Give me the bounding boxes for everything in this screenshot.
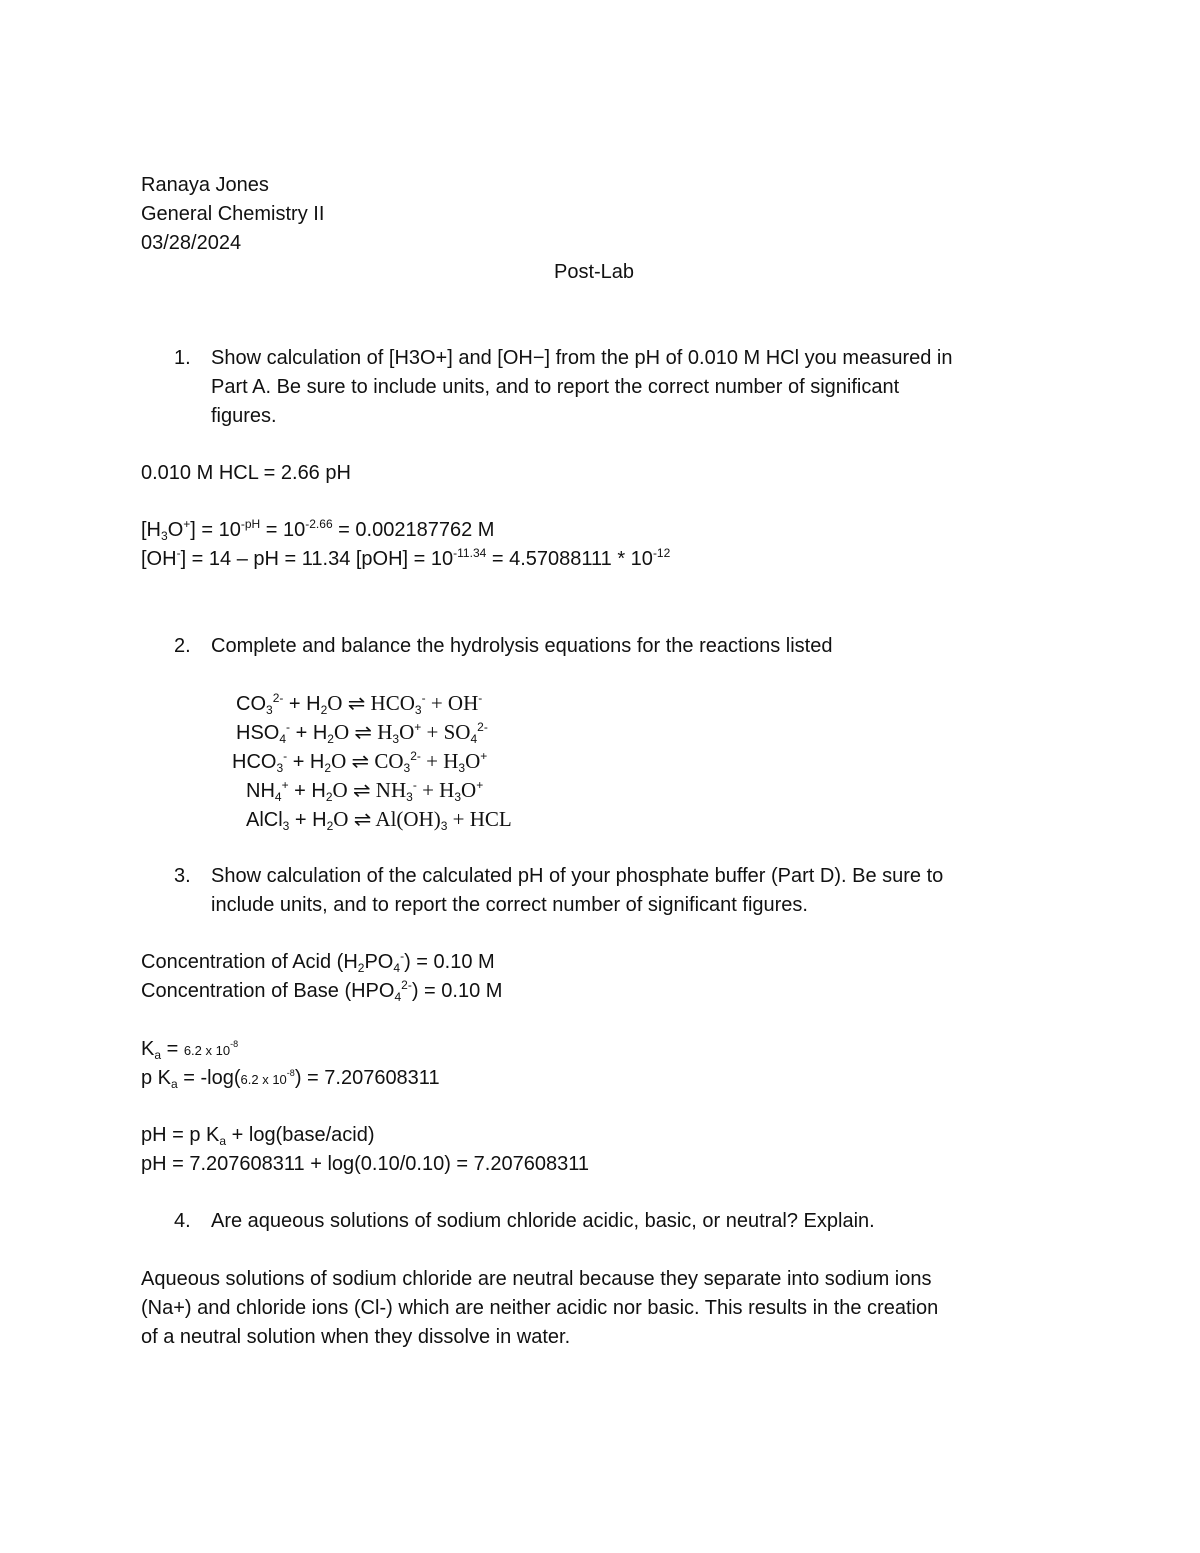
course-name: General Chemistry II [141,203,325,225]
text: + log(base/acid) [226,1124,375,1146]
text: + H [289,809,327,831]
subscript: 3 [282,819,290,833]
text: + H [288,780,326,802]
equation [246,778,483,805]
q1-number: 1. [174,347,191,369]
subscript: 3 [392,732,400,746]
superscript: + [414,720,422,734]
superscript: -pH [240,517,261,531]
text: [H [141,519,161,541]
superscript: -8 [230,1039,239,1049]
subscript: 4 [470,732,478,746]
equation [236,691,482,718]
superscript: - [421,691,426,705]
text: + H [287,751,325,773]
subscript: 2 [326,819,334,833]
text: NH [246,780,275,802]
text: ) = 0.10 M [404,951,495,973]
text: = -log( [177,1067,241,1089]
subscript: 3 [414,703,422,717]
superscript: - [400,949,405,963]
equation [236,720,488,747]
subscript: 3 [276,761,284,775]
q4-answer-line: (Na+) and chloride ions (Cl-) which are neither acidic nor basic. This results in the creation [141,1297,939,1319]
text: AlCl [246,809,283,831]
text: O [167,519,184,541]
q4-answer-line: of a neutral solution when they dissolve in water. [141,1326,571,1348]
ph-result: pH = 7.207608311 + log(0.10/0.10) = 7.207608311 [141,1153,589,1175]
text: + H [290,722,328,744]
text: ] = 14 – pH = 11.34 [pOH] = 10 [180,548,454,570]
text: = 0.002187762 M [332,519,495,541]
text: O ⇌ Al(OH) [333,807,441,831]
acid-concentration [141,950,495,976]
subscript: 2 [357,961,365,975]
q1-text-line: Show calculation of [H3O+] and [OH−] from the pH of 0.010 M HCl you measured in [211,347,953,369]
text: ) = 0.10 M [411,980,503,1002]
text: O [465,749,481,773]
text: K [141,1038,155,1060]
subscript: 2 [324,761,332,775]
superscript: -8 [286,1068,295,1078]
text: HSO [236,722,280,744]
text: O [399,720,415,744]
subscript: 3 [403,761,411,775]
q4-answer-line: Aqueous solutions of sodium chloride are neutral because they separate into sodium ions [141,1268,932,1290]
q1-text-line: Part A. Be sure to include units, and to report the correct number of significant [211,376,900,398]
subscript: 3 [458,761,466,775]
superscript: - [286,720,291,734]
subscript: 4 [394,990,402,1004]
q1-answer-line: 0.010 M HCL = 2.66 pH [141,462,351,484]
equation [232,749,487,776]
text: Concentration of Acid (H [141,951,358,973]
text: + H [420,749,459,773]
equation [246,807,512,834]
text: PO [364,951,394,973]
subscript: 3 [266,703,273,717]
superscript: -2.66 [305,517,333,531]
text: 6.2 x 10 [240,1072,287,1087]
q4-number: 4. [174,1210,191,1232]
subscript: 2 [327,732,334,746]
subscript: 4 [274,790,282,804]
text: ] = 10 [190,519,241,541]
subscript: 3 [161,529,168,543]
text: + OH [425,691,479,715]
superscript: + [476,778,484,792]
date: 03/28/2024 [141,232,242,254]
text: ) = 7.207608311 [294,1067,440,1089]
text: 6.2 x 10 [183,1043,231,1058]
subscript: a [171,1077,178,1091]
text: O [461,778,477,802]
text: p K [141,1067,172,1089]
subscript: 3 [454,790,462,804]
q2-number: 2. [174,635,191,657]
superscript: 2- [410,749,421,763]
page-title: Post-Lab [554,261,635,283]
text: = 4.57088111 * 10 [486,548,653,570]
pka-value [141,1066,440,1093]
superscript: -11.34 [453,546,487,560]
q3-text-line: include units, and to report the correct number of significant figures. [211,894,808,916]
q1-text-line: figures. [211,405,277,427]
subscript: 3 [440,819,448,833]
text: + H [283,693,321,715]
superscript: - [283,749,288,763]
subscript: a [154,1048,162,1062]
ka-value [141,1037,238,1064]
subscript: 3 [406,790,413,804]
ph-formula [141,1123,375,1149]
q2-text: Complete and balance the hydrolysis equations for the reactions listed [211,635,833,657]
q3-text-line: Show calculation of the calculated pH of your phosphate buffer (Part D). Be sure to [211,865,944,887]
q1-h3o-calculation [141,518,494,544]
text: + H [416,778,455,802]
text: pH = p K [141,1124,220,1146]
text: O ⇌ NH [332,778,407,802]
subscript: 4 [393,961,401,975]
text: O ⇌ H [333,720,393,744]
superscript: + [281,778,289,792]
superscript: + [183,517,191,531]
text: = 10 [260,519,306,541]
text: [OH [141,548,177,570]
base-concentration [141,979,502,1005]
superscript: - [412,778,417,792]
text: + HCL [447,807,512,831]
text: + SO [421,720,471,744]
q4-text: Are aqueous solutions of sodium chloride acidic, basic, or neutral? Explain. [211,1210,875,1232]
superscript: 2- [401,978,412,992]
q1-oh-calculation [141,547,670,573]
superscript: - [176,546,181,560]
author-name: Ranaya Jones [141,174,269,196]
text: O ⇌ HCO [327,691,415,715]
text: Concentration of Base (HPO [141,980,395,1002]
superscript: - [478,691,483,705]
text: CO [236,693,266,715]
subscript: 2 [325,790,333,804]
subscript: 2 [320,703,328,717]
superscript: 2- [477,720,488,734]
subscript: 4 [279,732,287,746]
text: HCO [232,751,277,773]
text: O ⇌ CO [331,749,404,773]
superscript: 2- [272,691,284,705]
subscript: a [219,1134,227,1148]
text: = [161,1038,184,1060]
q3-number: 3. [174,865,191,887]
superscript: -12 [652,546,671,560]
superscript: + [480,749,488,763]
